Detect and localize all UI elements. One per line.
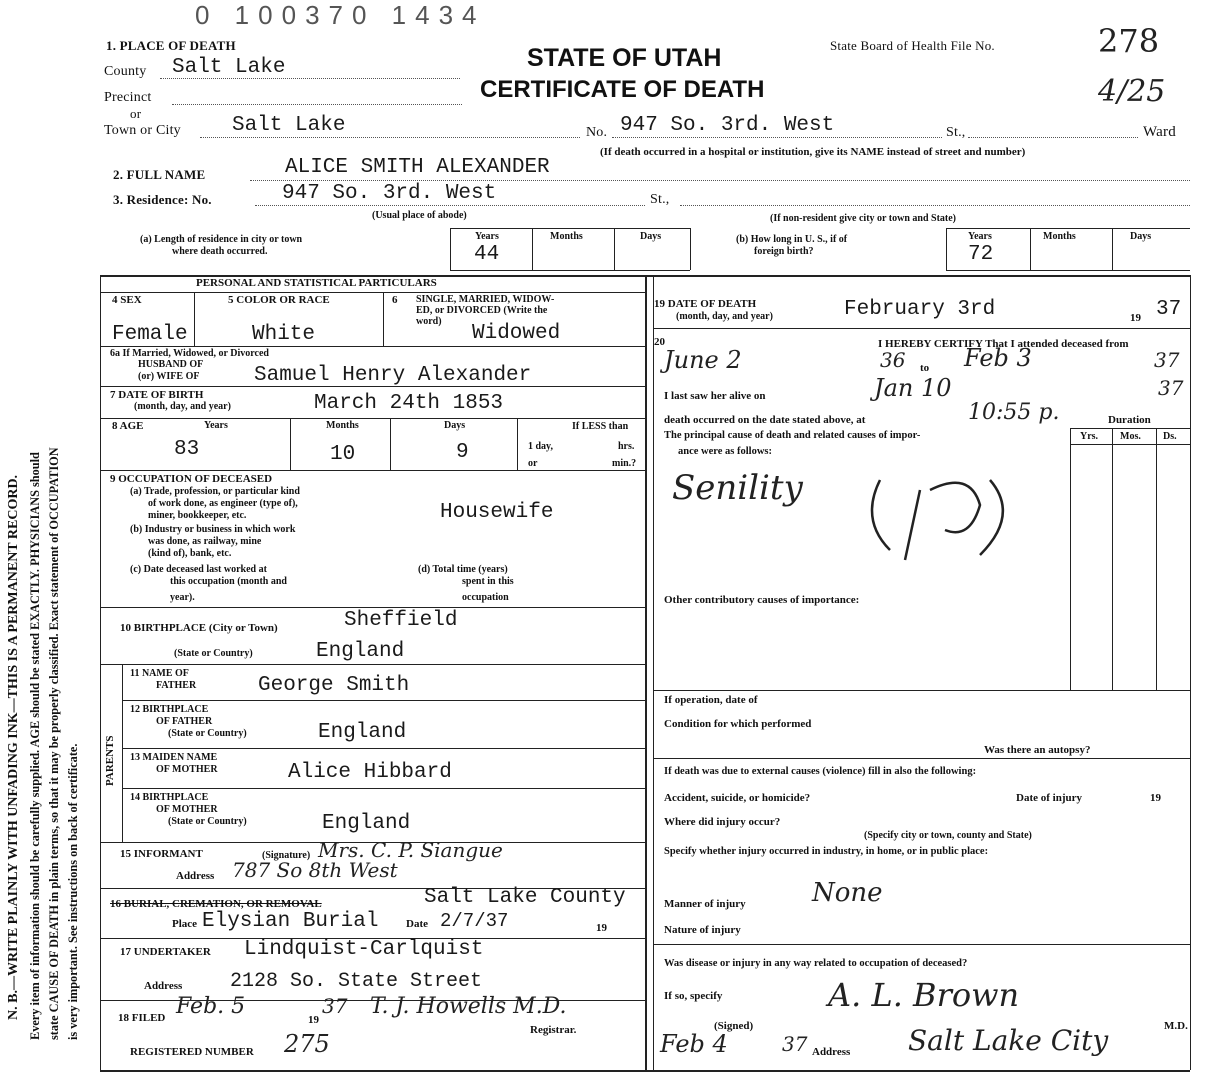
abode-note: (Usual place of abode): [372, 210, 467, 221]
burial-year-prefix: 19: [596, 922, 607, 934]
sex-value: Female: [112, 323, 188, 346]
street-label: St.,: [946, 125, 966, 140]
physician-signature: A. L. Brown: [828, 976, 1020, 1014]
cause-label-b: ance were as follows:: [678, 446, 772, 457]
length-months-header: Months: [550, 231, 583, 242]
age-months-header: Months: [326, 420, 359, 431]
occupation-related-label: Was disease or injury in any way related to occupation of deceased?: [664, 958, 968, 969]
md-label: M.D.: [1164, 1020, 1188, 1032]
if-so-label: If so, specify: [664, 990, 723, 1002]
occupation-b3: (kind of), bank, etc.: [148, 548, 232, 559]
nonresident-note: (If non-resident give city or town and State): [770, 213, 957, 224]
autopsy-label: Was there an autopsy?: [984, 744, 1091, 756]
physician-address-label: Address: [812, 1046, 851, 1058]
attended-from-date: June 2: [664, 346, 742, 374]
certificate-title: CERTIFICATE OF DEATH: [480, 76, 765, 103]
age-years-value: 83: [174, 438, 200, 461]
duration-label: Duration: [1108, 414, 1151, 426]
filed-year: 37: [322, 994, 348, 1018]
mother-label-a: 13 MAIDEN NAME: [130, 752, 218, 763]
mother-bp-value: England: [322, 812, 411, 835]
document-number: 0 100370 1434: [195, 0, 486, 30]
signed-label: (Signed): [714, 1020, 754, 1032]
ward-label: Ward: [1143, 124, 1176, 140]
marital-num: 6: [392, 294, 398, 306]
hospital-note: (If death occurred in a hospital or institution, give its NAME instead of street and number): [600, 146, 1026, 158]
death-time: 10:55 p.: [968, 400, 1060, 425]
occupation-value: Housewife: [440, 501, 554, 524]
father-bp-label-b: OF FATHER: [156, 716, 213, 727]
registrar-label: Registrar.: [530, 1024, 577, 1036]
external-label: If death was due to external causes (violence) fill in also the following:: [664, 766, 977, 777]
informant-label: 15 INFORMANT: [120, 848, 203, 860]
side-instruction-2: Every item of information should be carefully supplied. AGE should be stated EXACTLY. PHYSICIANS should: [28, 452, 42, 1040]
state-title: STATE OF UTAH: [527, 44, 722, 72]
dob-value: March 24th 1853: [314, 392, 504, 415]
death-year-prefix: 19: [1130, 312, 1141, 324]
undertaker-address-label: Address: [144, 980, 183, 992]
age-years-header: Years: [204, 420, 228, 431]
precinct-label: Precinct: [104, 90, 152, 105]
birthplace-state-label: (State or Country): [174, 648, 253, 659]
side-instruction-3: state CAUSE OF DEATH in plain terms, so that it may be properly classified. Exact statement of OCCUPATION: [47, 447, 61, 1040]
father-label-a: 11 NAME OF: [130, 668, 189, 679]
certify-num: 20: [654, 336, 665, 348]
burial-label: 16 BURIAL, CREMATION, OR REMOVAL: [110, 898, 322, 910]
mother-value: Alice Hibbard: [288, 761, 452, 784]
spouse-label-b: HUSBAND OF: [138, 359, 204, 370]
occupation-c3: year).: [170, 592, 195, 603]
side-instruction-1: N. B.—WRITE PLAINLY WITH UNFADING INK—THIS IS A PERMANENT RECORD.: [6, 474, 21, 1020]
less-than-label: If LESS than: [572, 421, 629, 432]
duration-mos-header: Mos.: [1120, 431, 1141, 442]
informant-address-label: Address: [176, 870, 215, 882]
age-days-header: Days: [444, 420, 466, 431]
undertaker-value: Lindquist-Carlquist: [244, 938, 484, 961]
spouse-label-c: (or) WIFE OF: [138, 371, 200, 382]
attended-to-label: to: [920, 362, 930, 374]
length-years-value: 44: [474, 243, 500, 266]
less-or: or: [528, 458, 538, 469]
us-label-a: (b) How long in U. S., if of: [736, 234, 848, 245]
less-hrs: hrs.: [618, 441, 635, 452]
occupation-a2: of work done, as engineer (type of),: [148, 498, 298, 509]
injury-year-prefix: 19: [1150, 792, 1161, 804]
undertaker-address: 2128 So. State Street: [230, 970, 483, 993]
marital-value: Widowed: [472, 322, 561, 345]
informant-sig-label: (Signature): [262, 850, 311, 861]
marital-label-b: ED, or DIVORCED (Write the: [416, 305, 548, 316]
mother-bp-label-c: (State or Country): [168, 816, 247, 827]
last-saw-year: 37: [1158, 376, 1184, 400]
personal-title: PERSONAL AND STATISTICAL PARTICULARS: [196, 277, 437, 289]
us-label-b: foreign birth?: [754, 246, 814, 257]
occupation-c1: (c) Date deceased last worked at: [130, 564, 267, 575]
death-date-label-a: 19 DATE OF DEATH: [654, 298, 757, 310]
mother-bp-label-a: 14 BIRTHPLACE: [130, 792, 209, 803]
birthplace-city: Sheffield: [344, 609, 458, 632]
spouse-label-a: 6a If Married, Widowed, or Divorced: [110, 348, 269, 359]
duration-yrs-header: Yrs.: [1080, 431, 1099, 442]
manner-label: Manner of injury: [664, 898, 746, 910]
registrar-signature: T. J. Howells M.D.: [370, 994, 567, 1019]
attended-to-year: 37: [1154, 348, 1180, 372]
signed-year: 37: [782, 1032, 808, 1056]
condition-label: Condition for which performed: [664, 718, 812, 730]
mother-bp-label-b: OF MOTHER: [156, 804, 218, 815]
age-label: 8 AGE: [112, 420, 144, 432]
attended-from-year: 36: [880, 348, 906, 372]
father-value: George Smith: [258, 674, 410, 697]
length-years-header: Years: [475, 231, 499, 242]
full-name-label: 2. FULL NAME: [113, 167, 206, 182]
where-label: Where did injury occur?: [664, 816, 781, 828]
cause-of-death: Senility: [672, 468, 803, 508]
length-days-header: Days: [640, 231, 662, 242]
occupation-b1: (b) Industry or business in which work: [130, 524, 296, 535]
parents-side-label: PARENTS: [104, 735, 116, 786]
occupation-a3: miner, bookkeeper, etc.: [148, 510, 247, 521]
occupation-b2: was done, as railway, mine: [148, 536, 262, 547]
dob-label-b: (month, day, and year): [134, 401, 231, 412]
death-year: 37: [1156, 298, 1182, 321]
cause-label-a: The principal cause of death and related causes of impor-: [664, 430, 921, 441]
death-date-value: February 3rd: [844, 298, 996, 321]
race-label: 5 COLOR OR RACE: [228, 294, 330, 306]
occupation-a1: (a) Trade, profession, or particular kind: [130, 486, 300, 497]
marital-label-a: SINGLE, MARRIED, WIDOW-: [416, 294, 555, 305]
occupation-c2: this occupation (month and: [170, 576, 287, 587]
us-years-header: Years: [968, 231, 992, 242]
father-bp-label-a: 12 BIRTHPLACE: [130, 704, 209, 715]
less-day: 1 day,: [528, 441, 554, 452]
certify-label: I HEREBY CERTIFY That I attended deceased from: [878, 338, 1129, 350]
us-months-header: Months: [1043, 231, 1076, 242]
city-label: Town or City: [104, 123, 181, 138]
county-value: Salt Lake: [172, 56, 286, 79]
physician-address: Salt Lake City: [908, 1024, 1109, 1057]
burial-date-label: Date: [406, 918, 428, 930]
us-years-value: 72: [968, 243, 994, 266]
filed-date: Feb. 5: [176, 994, 246, 1019]
injury-date-label: Date of injury: [1016, 792, 1082, 804]
specify-industry-label: Specify whether injury occurred in industry, in home, or in public place:: [664, 846, 989, 857]
residence-street-label: St.,: [650, 192, 670, 207]
city-value: Salt Lake: [232, 114, 346, 137]
age-days-value: 9: [456, 441, 469, 464]
occupation-label: 9 OCCUPATION OF DECEASED: [110, 473, 273, 485]
informant-signature: Mrs. C. P. Siangue: [318, 838, 503, 862]
death-date-label-b: (month, day, and year): [676, 311, 773, 322]
file-number-label: State Board of Health File No.: [830, 38, 995, 53]
duration-ds-header: Ds.: [1163, 431, 1177, 442]
spouse-value: Samuel Henry Alexander: [254, 364, 532, 387]
operation-label: If operation, date of: [664, 694, 758, 706]
birthplace-label: 10 BIRTHPLACE (City or Town): [120, 622, 278, 634]
last-saw-date: Jan 10: [874, 374, 952, 402]
burial-date-value: 2/7/37: [440, 910, 509, 932]
manner-value: None: [812, 878, 883, 908]
address-no-label: No.: [586, 125, 608, 140]
death-address: 947 So. 3rd. West: [620, 114, 835, 137]
filed-label: 18 FILED: [118, 1012, 166, 1024]
less-min: min.?: [612, 458, 637, 469]
father-bp-value: England: [318, 721, 407, 744]
county-label: County: [104, 64, 147, 79]
contributory-label: Other contributory causes of importance:: [664, 594, 860, 606]
father-label-b: FATHER: [156, 680, 197, 691]
specify-place-note: (Specify city or town, county and State): [864, 830, 1032, 841]
signed-date: Feb 4: [660, 1030, 728, 1058]
father-bp-label-c: (State or Country): [168, 728, 247, 739]
occupation-d1: (d) Total time (years): [418, 564, 508, 575]
occupation-d2: spent in this: [462, 576, 514, 587]
marital-label-c: word): [416, 316, 442, 327]
residence-label: 3. Residence: No.: [113, 192, 212, 207]
place-of-death-label: 1. PLACE OF DEATH: [106, 38, 236, 53]
length-label-a: (a) Length of residence in city or town: [140, 234, 303, 245]
filed-year-prefix: 19: [308, 1014, 319, 1026]
full-name-value: ALICE SMITH ALEXANDER: [285, 156, 550, 179]
registered-number: 275: [284, 1030, 330, 1058]
burial-value: Salt Lake County: [424, 886, 626, 909]
margin-note: 4/25: [1098, 74, 1166, 109]
occupation-d3: occupation: [462, 592, 509, 603]
mother-label-b: OF MOTHER: [156, 764, 218, 775]
dob-label-a: 7 DATE OF BIRTH: [110, 389, 204, 401]
file-number: 278: [1098, 22, 1160, 60]
side-instruction-4: is very important. See instructions on back of certificate.: [66, 743, 80, 1040]
length-label-b: where death occurred.: [172, 246, 268, 257]
attended-to-date: Feb 3: [964, 344, 1032, 372]
registered-number-label: REGISTERED NUMBER: [130, 1046, 254, 1058]
or-label: or: [130, 106, 142, 121]
birthplace-country: England: [316, 640, 405, 663]
accident-label: Accident, suicide, or homicide?: [664, 792, 811, 804]
informant-address: 787 So 8th West: [232, 858, 398, 882]
last-saw-label: I last saw her alive on: [664, 390, 766, 402]
burial-place-value: Elysian Burial: [202, 910, 379, 933]
race-value: White: [252, 323, 316, 346]
nature-label: Nature of injury: [664, 924, 741, 936]
residence-value: 947 So. 3rd. West: [282, 182, 497, 205]
handwritten-scribble-icon: [850, 460, 1030, 570]
undertaker-label: 17 UNDERTAKER: [120, 946, 211, 958]
sex-label: 4 SEX: [112, 294, 142, 306]
burial-place-label: Place: [172, 918, 198, 930]
occurred-label: death occurred on the date stated above, at: [664, 414, 866, 426]
us-days-header: Days: [1130, 231, 1152, 242]
age-months-value: 10: [330, 443, 356, 466]
